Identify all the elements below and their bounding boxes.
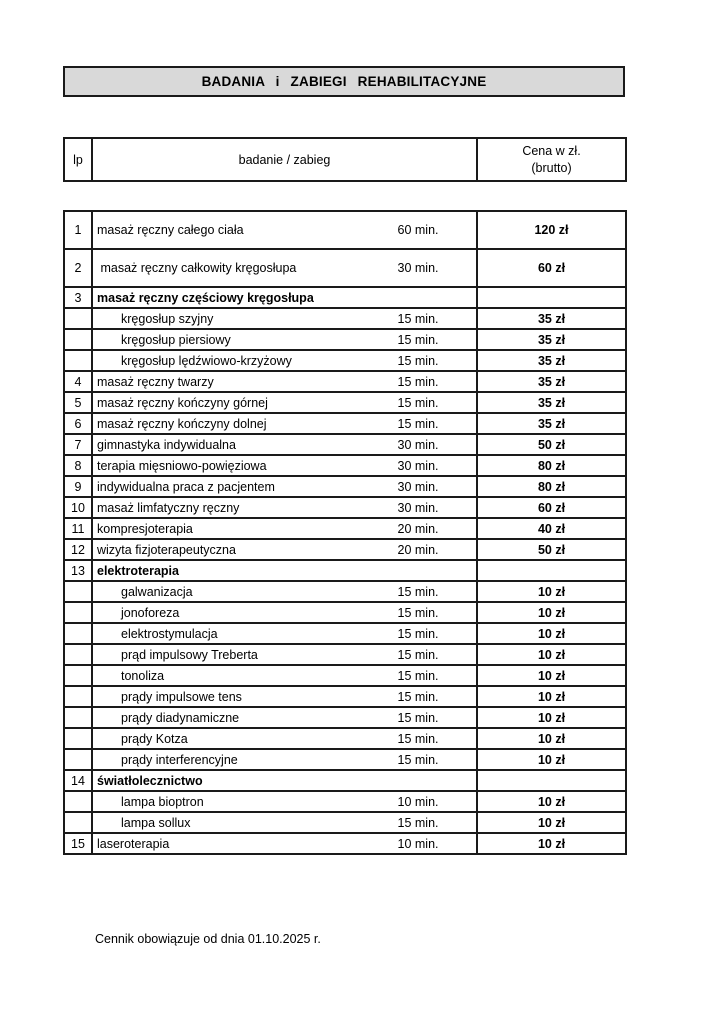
- price-cell: 10 zł: [477, 728, 626, 749]
- item-duration: 30 min.: [397, 500, 439, 515]
- item-duration: 15 min.: [397, 416, 439, 431]
- lp-cell: [64, 623, 92, 644]
- item-label: masaż ręczny częściowy kręgosłupa: [97, 290, 314, 305]
- item-cell: [92, 392, 477, 413]
- item-cell: [92, 833, 477, 854]
- table-row: [64, 249, 626, 287]
- item-cell: [92, 665, 477, 686]
- table-row: [64, 413, 626, 434]
- item-label: wizyta fizjoterapeutyczna: [97, 542, 236, 557]
- table-row: [64, 770, 626, 791]
- table-row: [64, 728, 626, 749]
- item-duration: 15 min.: [397, 752, 439, 767]
- item-duration: 30 min.: [397, 437, 439, 452]
- price-cell: 60 zł: [477, 249, 626, 287]
- lp-cell: [64, 791, 92, 812]
- item-label: jonoforeza: [121, 605, 180, 620]
- item-cell: [92, 371, 477, 392]
- price-header-line2: (brutto): [531, 160, 572, 175]
- item-cell: [92, 287, 477, 308]
- price-list-header-table: [63, 137, 627, 182]
- lp-cell: 9: [64, 476, 92, 497]
- table-row: [64, 371, 626, 392]
- item-duration: 30 min.: [397, 458, 439, 473]
- lp-cell: 10: [64, 497, 92, 518]
- item-label: tonoliza: [121, 668, 165, 683]
- price-cell: 10 zł: [477, 707, 626, 728]
- table-row: [64, 686, 626, 707]
- lp-cell: 12: [64, 539, 92, 560]
- lp-cell: [64, 350, 92, 371]
- item-label: światłolecznictwo: [97, 773, 203, 788]
- item-duration: 15 min.: [397, 689, 439, 704]
- item-label: indywidualna praca z pacjentem: [97, 479, 275, 494]
- lp-cell: [64, 728, 92, 749]
- table-row: [64, 581, 626, 602]
- table-row: [64, 329, 626, 350]
- lp-cell: 3: [64, 287, 92, 308]
- item-cell: [92, 560, 477, 581]
- table-row: [64, 833, 626, 854]
- item-label: prąd impulsowy Treberta: [121, 647, 258, 662]
- lp-cell: [64, 581, 92, 602]
- lp-cell: [64, 749, 92, 770]
- item-cell: [92, 211, 477, 249]
- table-row: [64, 665, 626, 686]
- item-cell: [92, 413, 477, 434]
- lp-cell: [64, 812, 92, 833]
- item-label: kręgosłup piersiowy: [121, 332, 231, 347]
- lp-cell: [64, 686, 92, 707]
- price-cell: 80 zł: [477, 455, 626, 476]
- item-cell: [92, 249, 477, 287]
- lp-cell: 15: [64, 833, 92, 854]
- item-label: masaż ręczny twarzy: [97, 374, 214, 389]
- item-label: gimnastyka indywidualna: [97, 437, 236, 452]
- table-row: [64, 455, 626, 476]
- table-row: [64, 287, 626, 308]
- item-duration: 30 min.: [397, 479, 439, 494]
- item-cell: [92, 623, 477, 644]
- lp-cell: [64, 665, 92, 686]
- price-cell: 60 zł: [477, 497, 626, 518]
- item-duration: 30 min.: [397, 261, 439, 275]
- price-cell: 10 zł: [477, 581, 626, 602]
- table-row: [64, 749, 626, 770]
- item-duration: 15 min.: [397, 584, 439, 599]
- item-label: kręgosłup szyjny: [121, 311, 214, 326]
- item-duration: 15 min.: [397, 374, 439, 389]
- table-row: [64, 791, 626, 812]
- price-cell: 10 zł: [477, 602, 626, 623]
- table-row: [64, 602, 626, 623]
- item-cell: [92, 308, 477, 329]
- item-cell: [92, 455, 477, 476]
- item-column-header: badanie / zabieg: [92, 138, 477, 181]
- item-duration: 15 min.: [397, 311, 439, 326]
- item-label: kręgosłup lędźwiowo-krzyżowy: [121, 353, 292, 368]
- price-cell: 35 zł: [477, 308, 626, 329]
- item-cell: [92, 770, 477, 791]
- item-cell: [92, 644, 477, 665]
- lp-cell: 2: [64, 249, 92, 287]
- item-duration: 15 min.: [397, 710, 439, 725]
- table-row: [64, 350, 626, 371]
- item-duration: 15 min.: [397, 605, 439, 620]
- item-duration: 15 min.: [397, 647, 439, 662]
- item-duration: 20 min.: [397, 542, 439, 557]
- price-header-line1: Cena w zł.: [522, 144, 581, 159]
- lp-cell: 14: [64, 770, 92, 791]
- item-label: laseroterapia: [97, 836, 170, 851]
- page-title: BADANIA i ZABIEGI REHABILITACYJNE: [201, 74, 487, 89]
- price-cell: 10 zł: [477, 623, 626, 644]
- item-cell: [92, 350, 477, 371]
- lp-cell: [64, 308, 92, 329]
- lp-cell: 8: [64, 455, 92, 476]
- lp-cell: 4: [64, 371, 92, 392]
- item-cell: [92, 497, 477, 518]
- item-duration: 15 min.: [397, 731, 439, 746]
- lp-cell: [64, 329, 92, 350]
- price-cell: 10 zł: [477, 644, 626, 665]
- lp-column-header: lp: [64, 138, 92, 181]
- item-cell: [92, 581, 477, 602]
- item-label: prądy diadynamiczne: [121, 710, 240, 725]
- price-cell: [477, 560, 626, 581]
- item-duration: 20 min.: [397, 521, 439, 536]
- item-label: prądy impulsowe tens: [121, 689, 242, 704]
- item-duration: 60 min.: [397, 223, 439, 237]
- lp-cell: 6: [64, 413, 92, 434]
- lp-cell: 1: [64, 211, 92, 249]
- item-duration: 15 min.: [397, 353, 439, 368]
- item-cell: [92, 434, 477, 455]
- footer-note: Cennik obowiązuje od dnia 01.10.2025 r.: [95, 932, 321, 946]
- lp-cell: 11: [64, 518, 92, 539]
- item-cell: [92, 686, 477, 707]
- price-cell: 80 zł: [477, 476, 626, 497]
- table-row: [64, 434, 626, 455]
- item-cell: [92, 539, 477, 560]
- item-cell: [92, 518, 477, 539]
- price-cell: 35 zł: [477, 371, 626, 392]
- price-cell: [477, 770, 626, 791]
- table-row: [64, 308, 626, 329]
- price-cell: 10 zł: [477, 749, 626, 770]
- item-cell: [92, 329, 477, 350]
- item-cell: [92, 728, 477, 749]
- item-label: prądy interferencyjne: [121, 752, 238, 767]
- table-row: [64, 497, 626, 518]
- item-duration: 15 min.: [397, 668, 439, 683]
- item-duration: 10 min.: [397, 836, 439, 851]
- item-label: terapia mięsniowo-powięziowa: [97, 458, 267, 473]
- table-row: [64, 644, 626, 665]
- lp-cell: [64, 602, 92, 623]
- table-row: [64, 560, 626, 581]
- item-label: masaż ręczny całkowity kręgosłupa: [97, 261, 297, 275]
- item-label: galwanizacja: [121, 584, 193, 599]
- item-duration: 15 min.: [397, 626, 439, 641]
- item-duration: 15 min.: [397, 815, 439, 830]
- lp-cell: 7: [64, 434, 92, 455]
- table-row: [64, 812, 626, 833]
- table-row: [64, 539, 626, 560]
- item-label: lampa bioptron: [121, 794, 204, 809]
- price-cell: 35 zł: [477, 350, 626, 371]
- table-row: [64, 476, 626, 497]
- price-cell: [477, 287, 626, 308]
- table-row: [64, 623, 626, 644]
- price-cell: 10 zł: [477, 665, 626, 686]
- price-cell: 35 zł: [477, 392, 626, 413]
- lp-cell: 13: [64, 560, 92, 581]
- price-cell: 120 zł: [477, 211, 626, 249]
- price-cell: 35 zł: [477, 329, 626, 350]
- price-cell: 10 zł: [477, 686, 626, 707]
- price-cell: 35 zł: [477, 413, 626, 434]
- price-column-header: [477, 138, 626, 181]
- price-cell: 10 zł: [477, 791, 626, 812]
- title-banner: [63, 66, 625, 97]
- price-cell: 10 zł: [477, 812, 626, 833]
- table-row: [64, 707, 626, 728]
- item-cell: [92, 707, 477, 728]
- header-row: [64, 138, 626, 181]
- item-label: lampa sollux: [121, 815, 191, 830]
- item-duration: 15 min.: [397, 395, 439, 410]
- lp-cell: [64, 644, 92, 665]
- price-cell: 50 zł: [477, 434, 626, 455]
- lp-cell: 5: [64, 392, 92, 413]
- price-cell: 50 zł: [477, 539, 626, 560]
- price-list-table: [63, 210, 627, 855]
- item-label: elektroterapia: [97, 563, 179, 578]
- item-label: kompresjoterapia: [97, 521, 193, 536]
- item-duration: 10 min.: [397, 794, 439, 809]
- item-duration: 15 min.: [397, 332, 439, 347]
- item-label: masaż ręczny kończyny dolnej: [97, 416, 267, 431]
- price-cell: 10 zł: [477, 833, 626, 854]
- table-row: [64, 518, 626, 539]
- item-label: masaż ręczny kończyny górnej: [97, 395, 268, 410]
- item-label: prądy Kotza: [121, 731, 188, 746]
- item-cell: [92, 791, 477, 812]
- item-cell: [92, 812, 477, 833]
- item-label: masaż ręczny całego ciała: [97, 223, 244, 237]
- lp-cell: [64, 707, 92, 728]
- item-cell: [92, 476, 477, 497]
- price-cell: 40 zł: [477, 518, 626, 539]
- item-cell: [92, 749, 477, 770]
- item-label: elektrostymulacja: [121, 626, 218, 641]
- item-cell: [92, 602, 477, 623]
- table-row: [64, 211, 626, 249]
- item-label: masaż limfatyczny ręczny: [97, 500, 240, 515]
- table-row: [64, 392, 626, 413]
